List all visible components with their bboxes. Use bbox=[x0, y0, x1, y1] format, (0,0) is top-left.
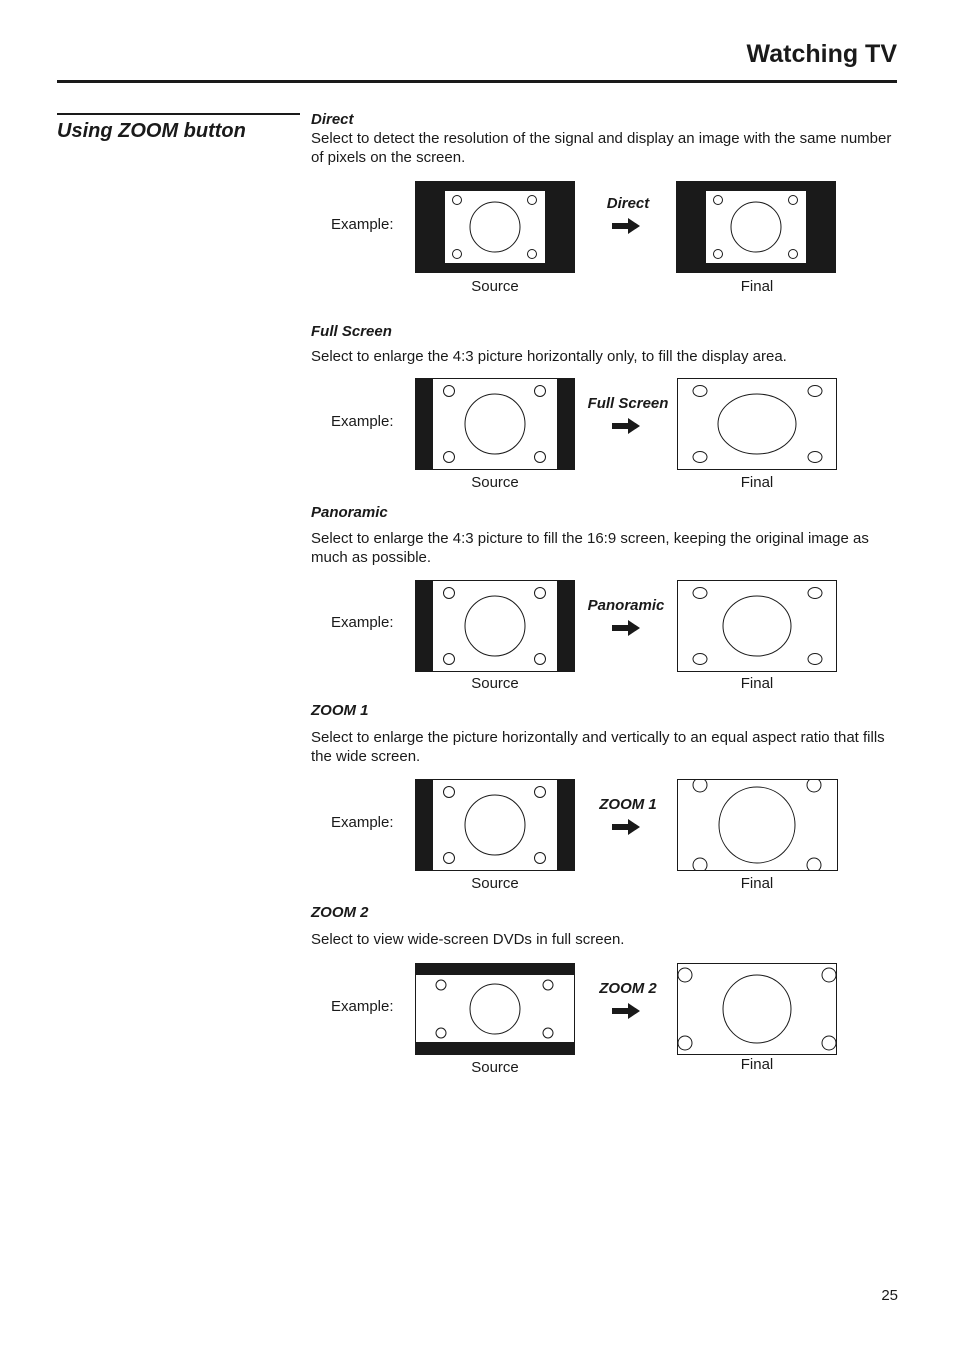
right-arrow-icon bbox=[611, 1001, 641, 1021]
panoramic-arrow-label: Panoramic bbox=[587, 597, 665, 614]
page-title: Watching TV bbox=[746, 40, 897, 68]
zoom-1-source-caption: Source bbox=[471, 875, 519, 892]
panoramic-heading: Panoramic bbox=[311, 504, 388, 521]
zoom-2-example-label: Example: bbox=[331, 998, 394, 1015]
right-arrow-icon bbox=[611, 216, 641, 236]
direct-example-label: Example: bbox=[331, 216, 394, 233]
direct-final-diagram bbox=[676, 181, 836, 273]
zoom-1-source-diagram bbox=[415, 779, 575, 871]
full-screen-arrow-label: Full Screen bbox=[587, 395, 669, 412]
zoom-1-arrow-label: ZOOM 1 bbox=[599, 796, 657, 813]
zoom-2-arrow-label: ZOOM 2 bbox=[599, 980, 657, 997]
panoramic-example-label: Example: bbox=[331, 614, 394, 631]
panoramic-description: Select to enlarge the 4:3 picture to fill the 16:9 screen, keeping the original image as much as possible. bbox=[311, 530, 869, 566]
full-screen-description: Select to enlarge the 4:3 picture horizontally only, to fill the display area. bbox=[311, 348, 787, 365]
panoramic-source-caption: Source bbox=[471, 675, 519, 692]
direct-source-diagram bbox=[415, 181, 575, 273]
right-arrow-icon bbox=[611, 416, 641, 436]
right-arrow-icon bbox=[611, 817, 641, 837]
panoramic-source-diagram bbox=[415, 580, 575, 672]
zoom-2-heading: ZOOM 2 bbox=[311, 904, 369, 921]
full-screen-final-caption: Final bbox=[740, 474, 774, 491]
zoom-2-final-diagram bbox=[677, 963, 837, 1055]
full-screen-final-diagram bbox=[677, 378, 837, 470]
zoom-1-description: Select to enlarge the picture horizontally and vertically to an equal aspect ratio that fills the wide screen. bbox=[311, 729, 885, 765]
right-arrow-icon bbox=[611, 618, 641, 638]
zoom-1-final-caption: Final bbox=[740, 875, 774, 892]
direct-final-caption: Final bbox=[740, 278, 774, 295]
direct-arrow-label: Direct bbox=[606, 195, 650, 212]
full-screen-example-label: Example: bbox=[331, 413, 394, 430]
zoom-2-source-diagram bbox=[415, 963, 575, 1055]
direct-description: Select to detect the resolution of the signal and display an image with the same number of pixels on the screen. bbox=[311, 130, 892, 166]
page-number: 25 bbox=[881, 1287, 898, 1304]
section-heading: Using ZOOM button bbox=[57, 120, 246, 142]
full-screen-source-diagram bbox=[415, 378, 575, 470]
panoramic-final-diagram bbox=[677, 580, 837, 672]
title-divider bbox=[57, 80, 897, 83]
section-divider bbox=[57, 113, 300, 115]
panoramic-final-caption: Final bbox=[740, 675, 774, 692]
zoom-2-source-caption: Source bbox=[471, 1059, 519, 1076]
full-screen-source-caption: Source bbox=[471, 474, 519, 491]
zoom-1-heading: ZOOM 1 bbox=[311, 702, 369, 719]
zoom-1-final-diagram bbox=[677, 779, 838, 871]
direct-source-caption: Source bbox=[471, 278, 519, 295]
direct-heading: Direct bbox=[311, 111, 354, 128]
zoom-2-final-caption: Final bbox=[740, 1056, 774, 1073]
zoom-2-description: Select to view wide-screen DVDs in full screen. bbox=[311, 931, 625, 948]
zoom-1-example-label: Example: bbox=[331, 814, 394, 831]
full-screen-heading: Full Screen bbox=[311, 323, 392, 340]
